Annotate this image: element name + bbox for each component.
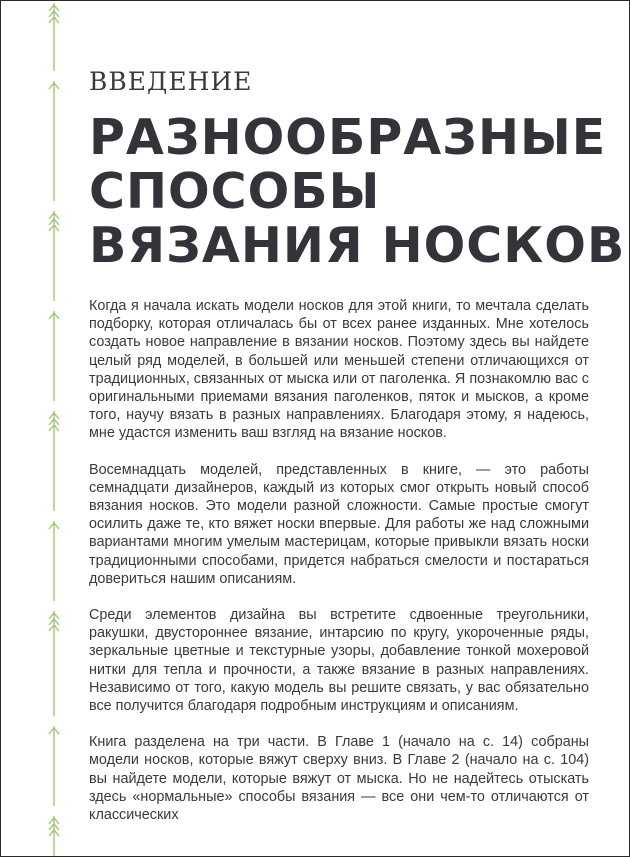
decorative-arrow-column [1,1,61,856]
arrow-up-icon [49,81,59,201]
arrow-up-icon [49,211,59,301]
title-line-2: СПОСОБЫ [89,163,381,220]
arrow-up-icon [49,611,59,716]
paragraph-1: Когда я начала искать модели носков для этой книги, то мечтала сделать подборку, которая отличалась бы от всех ранее изданных. Мне хотелось создать новое направление в вязании носков. Поэтому здесь вы найдете целый ряд моделей, в большей или меньшей степени отличающихся от традиционных, связанных от мыска или от паголенка. Я познакомлю вас с оригинальными приемами вязания паголенков, пяток и мысков, а кроме того, научу вязать в разных направлениях. Благодаря этому, я надеюсь, мне удастся изменить ваш взгляд на вязание носков. [89,298,589,442]
arrow-up-icon [49,726,59,806]
arrow-up-icon [49,3,59,71]
arrow-up-icon [49,521,59,601]
paragraph-2: Восемнадцать моделей, представленных в книге, — это работы семнадцати дизайнеров, каждый из которых смог открыть новый способ вязания носков. Это модели разной сложности. Самые простые смогут осилить даже те, кто вяжет носки впервые. Для работы же над сложными вариантами многим умелым мастерицам, которые привыкли вязать носки традиционными способами, придется набраться смелости и постараться довериться нашим описаниям. [89,461,589,587]
paragraph-4: Книга разделена на три части. В Главе 1 (начало на с. 14) собраны модели носков, которые вяжут сверху вниз. В Главе 2 (начало на с. 104) вы найдете модели, которые вяжут от мыска. Но не надейтесь отыскать здесь «нормальные» способы вязания — все они чем-то отличаются от классических [89,734,589,824]
title-line-3: ВЯЗАНИЯ НОСКОВ [89,217,626,274]
page-content [89,67,626,842]
arrow-up-icon [49,816,59,856]
arrow-up-icon [49,411,59,511]
arrow-up-icon [49,311,59,401]
page-title [89,109,626,274]
section-label: ВВЕДЕНИЕ [89,67,253,96]
title-line-1: РАЗНООБРАЗНЫЕ [89,109,607,166]
paragraph-3: Среди элементов дизайна вы встретите сдвоенные треугольники, ракушки, двустороннее вязание, интарсию по кругу, укороченные ряды, зеркальные цветные и текстурные узоры, добавление тонкой мохеровой нитки для тепла и прочности, а также вязание в разных направлениях. Независимо от того, какую модель вы решите связать, у вас обязательно все получится благодаря подробным инструкциям и описаниям. [89,607,589,715]
